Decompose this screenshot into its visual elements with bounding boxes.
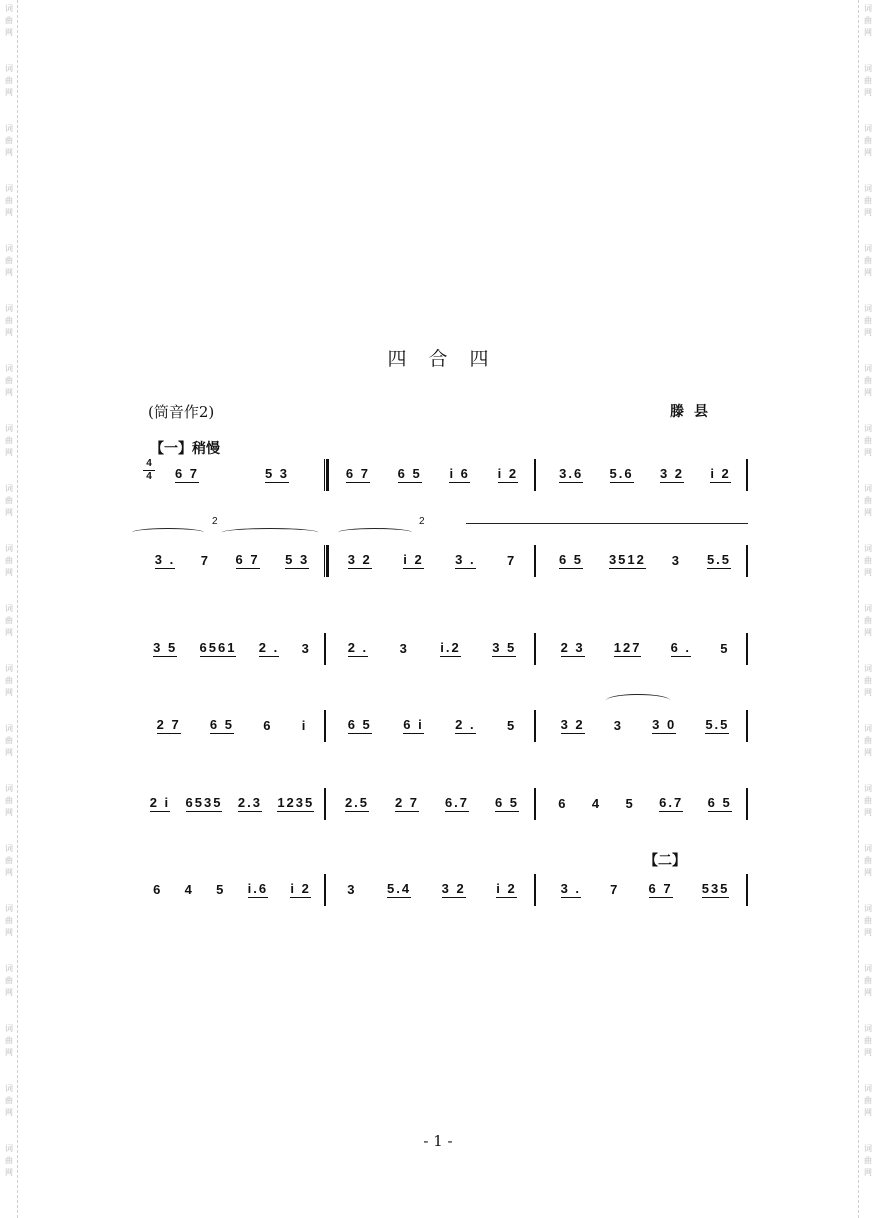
note-group: 6 (263, 717, 273, 733)
watermark-glyph: 曲 (864, 76, 872, 85)
watermark-glyph: 网 (864, 808, 872, 817)
watermark-glyph: 词 (5, 604, 13, 613)
watermark-glyph: 词 (5, 784, 13, 793)
watermark-glyph: 网 (5, 688, 13, 697)
watermark-glyph: 词 (864, 1084, 872, 1093)
barline (534, 710, 536, 742)
watermark-glyph: 曲 (5, 1156, 13, 1165)
watermark-glyph: 词 (5, 904, 13, 913)
watermark-glyph: 词 (864, 964, 872, 973)
watermark-glyph: 词 (864, 664, 872, 673)
watermark-glyph: 曲 (5, 196, 13, 205)
watermark-glyph: 词 (5, 184, 13, 193)
watermark-glyph: 网 (5, 448, 13, 457)
note-group: 6 5 (494, 795, 520, 810)
note-group: 2 . (258, 640, 280, 655)
note-group: 5.5 (706, 552, 732, 567)
note-group: 7 (610, 881, 620, 897)
watermark-glyph: 网 (864, 508, 872, 517)
watermark-glyph: 曲 (5, 736, 13, 745)
watermark-glyph: 曲 (864, 736, 872, 745)
note-group: 5 (216, 881, 226, 897)
watermark-glyph: 网 (864, 568, 872, 577)
watermark-glyph: 曲 (5, 556, 13, 565)
watermark-glyph: 网 (5, 1048, 13, 1057)
note-group: 6 5 (209, 717, 234, 732)
watermark-glyph: 曲 (5, 76, 13, 85)
watermark-glyph: 网 (864, 208, 872, 217)
measure (546, 629, 744, 669)
watermark-glyph: 网 (864, 748, 872, 757)
measure (332, 629, 532, 669)
note-group: 3 . (455, 552, 476, 567)
watermark-glyph: 曲 (864, 1156, 872, 1165)
section-label-2: 【二】 (644, 853, 686, 869)
watermark-glyph: 网 (5, 748, 13, 757)
note-group: 6 5 (707, 795, 732, 810)
watermark-glyph: 网 (864, 88, 872, 97)
barline (324, 788, 326, 820)
note-group: 6 5 (347, 717, 372, 732)
watermark-glyph: 词 (864, 1144, 872, 1153)
staff-line (132, 870, 752, 910)
note-group: 4 (184, 881, 194, 897)
watermark-glyph: 词 (5, 544, 13, 553)
watermark-glyph: 词 (864, 4, 872, 13)
note-group: 2 7 (156, 717, 181, 732)
note-group: 2 . (347, 640, 369, 655)
watermark-glyph: 曲 (864, 436, 872, 445)
barline (534, 874, 536, 906)
watermark-glyph: 词 (5, 4, 13, 13)
watermark-glyph: 曲 (5, 796, 13, 805)
note-group: 6.7 (444, 795, 470, 810)
time-signature-bottom: 4 (143, 470, 155, 483)
watermark-glyph: 词 (5, 1084, 13, 1093)
note-group: 3 2 (560, 717, 585, 732)
note-group: 5 3 (264, 466, 290, 481)
watermark-glyph: 网 (864, 448, 872, 457)
note-group: 5 (720, 640, 730, 656)
watermark-glyph: 曲 (864, 1096, 872, 1105)
watermark-glyph: 网 (5, 928, 13, 937)
watermark-glyph: 网 (864, 1108, 872, 1117)
watermark-glyph: 网 (5, 508, 13, 517)
barline (746, 874, 748, 906)
watermark-glyph: 网 (864, 28, 872, 37)
note-group: 3 2 (441, 881, 466, 896)
note-group: 7 (200, 552, 210, 568)
watermark-glyph: 曲 (864, 136, 872, 145)
watermark-glyph: 曲 (864, 676, 872, 685)
note-group: 7 (507, 552, 517, 568)
note-group: 6 (153, 881, 163, 897)
watermark-glyph: 词 (5, 484, 13, 493)
watermark-glyph: 网 (5, 28, 13, 37)
note-group: 5.5 (705, 717, 730, 732)
note-group: 3 5 (492, 640, 517, 655)
watermark-glyph: 曲 (5, 16, 13, 25)
measure (332, 870, 532, 910)
watermark-glyph: 词 (864, 904, 872, 913)
watermark-glyph: 词 (5, 424, 13, 433)
measure (332, 784, 532, 824)
note-group: 6535 (185, 795, 223, 810)
watermark-glyph: 网 (5, 808, 13, 817)
note-group: 3 (613, 717, 623, 733)
watermark-glyph: 词 (5, 724, 13, 733)
note-group: 3 . (154, 552, 176, 567)
watermark-glyph: 网 (864, 868, 872, 877)
barline (324, 633, 326, 665)
watermark-glyph: 曲 (864, 196, 872, 205)
watermark-glyph: 网 (864, 928, 872, 937)
note-group: 5.4 (387, 881, 412, 896)
watermark-glyph: 网 (864, 148, 872, 157)
watermark-glyph: 网 (5, 568, 13, 577)
watermark-glyph: 词 (5, 1144, 13, 1153)
note-group: 2.5 (344, 795, 370, 810)
watermark-glyph: 词 (5, 124, 13, 133)
note-group: 5.6 (609, 466, 634, 481)
barline (746, 710, 748, 742)
note-group: 6 7 (648, 881, 673, 896)
watermark-glyph: 词 (5, 964, 13, 973)
measure (546, 870, 744, 910)
watermark-glyph: 曲 (864, 376, 872, 385)
staff-line (132, 455, 752, 495)
watermark-glyph: 曲 (864, 256, 872, 265)
watermark-glyph: 曲 (5, 1036, 13, 1045)
staff-line (132, 541, 752, 581)
watermark-glyph: 网 (864, 628, 872, 637)
watermark-glyph: 词 (864, 544, 872, 553)
watermark-glyph: 网 (5, 148, 13, 157)
barline (746, 545, 748, 577)
staff-line (132, 784, 752, 824)
barline (534, 788, 536, 820)
note-group: 6 (558, 795, 568, 811)
watermark-glyph: 曲 (864, 616, 872, 625)
watermark-glyph: 网 (864, 388, 872, 397)
barline (324, 710, 326, 742)
volta-bracket (338, 528, 412, 537)
note-group: i 2 (496, 881, 517, 896)
volta-bracket (132, 528, 204, 537)
note-group: i 2 (710, 466, 731, 481)
note-group: i 2 (497, 466, 519, 481)
watermark-glyph: 词 (5, 364, 13, 373)
note-group: 2 i (149, 795, 171, 810)
left-margin-watermark (0, 0, 18, 1218)
watermark-glyph: 网 (5, 208, 13, 217)
watermark-glyph: 词 (5, 1024, 13, 1033)
note-group: i.6 (247, 881, 269, 896)
note-group: 3512 (608, 552, 646, 567)
watermark-glyph: 曲 (864, 1036, 872, 1045)
volta-label: 2 (212, 516, 218, 527)
barline (746, 459, 748, 491)
barline (746, 633, 748, 665)
watermark-glyph: 词 (864, 64, 872, 73)
page-number: - 1 - (423, 1132, 453, 1150)
watermark-glyph: 网 (5, 88, 13, 97)
repeat-barline (324, 459, 329, 491)
watermark-glyph: 曲 (864, 496, 872, 505)
note-group: i 6 (449, 466, 470, 481)
note-group: 3 2 (659, 466, 685, 481)
watermark-glyph: 曲 (5, 136, 13, 145)
tuning-note: (筒音作2) (148, 403, 215, 421)
watermark-glyph: 曲 (864, 856, 872, 865)
note-group: 6 7 (235, 552, 260, 567)
note-group: 3 0 (652, 717, 677, 732)
note-group: 6 5 (558, 552, 584, 567)
note-group: 3 (347, 881, 357, 897)
repeat-barline (324, 545, 329, 577)
watermark-glyph: 词 (864, 184, 872, 193)
staff-line (132, 629, 752, 669)
watermark-glyph: 词 (5, 844, 13, 853)
measure (546, 706, 744, 746)
watermark-glyph: 曲 (5, 376, 13, 385)
note-group: i.2 (440, 640, 461, 655)
watermark-glyph: 曲 (5, 976, 13, 985)
watermark-glyph: 曲 (864, 556, 872, 565)
measure (142, 870, 322, 910)
watermark-glyph: 词 (864, 364, 872, 373)
note-group: 4 (591, 795, 602, 811)
note-group: 127 (613, 640, 642, 655)
watermark-glyph: 网 (864, 1168, 872, 1177)
note-group: 3 (399, 640, 409, 656)
watermark-glyph: 曲 (864, 796, 872, 805)
watermark-glyph: 网 (5, 1168, 13, 1177)
region-label: 滕县 (670, 404, 718, 420)
barline (746, 788, 748, 820)
watermark-glyph: 词 (864, 604, 872, 613)
watermark-glyph: 曲 (5, 496, 13, 505)
volta-label: 2 (419, 516, 425, 527)
note-group: 3 5 (153, 640, 178, 655)
watermark-glyph: 网 (5, 1108, 13, 1117)
watermark-glyph: 网 (5, 328, 13, 337)
watermark-glyph: 网 (5, 388, 13, 397)
note-group: 6561 (199, 640, 237, 655)
phrase-line (466, 523, 748, 524)
measure (332, 541, 532, 581)
watermark-glyph: 曲 (5, 916, 13, 925)
measure (332, 706, 532, 746)
watermark-glyph: 曲 (5, 1096, 13, 1105)
note-group: 1235 (277, 795, 315, 810)
piece-title: 四合四 (387, 348, 511, 370)
measure (142, 629, 322, 669)
barline (534, 545, 536, 577)
watermark-glyph: 网 (5, 268, 13, 277)
section-label-1: 【一】稍慢 (150, 441, 220, 457)
watermark-glyph: 词 (5, 664, 13, 673)
watermark-glyph: 词 (864, 124, 872, 133)
note-group: 6 7 (345, 466, 370, 481)
watermark-glyph: 曲 (5, 436, 13, 445)
note-group: 3.6 (559, 466, 584, 481)
watermark-glyph: 网 (864, 268, 872, 277)
note-group: 5 (625, 795, 635, 811)
watermark-glyph: 曲 (5, 676, 13, 685)
note-group: 535 (701, 881, 730, 896)
measure (142, 455, 322, 495)
note-group: 6 7 (174, 466, 200, 481)
watermark-glyph: 网 (5, 988, 13, 997)
watermark-glyph: 曲 (5, 316, 13, 325)
note-group: 6 . (670, 640, 692, 655)
note-group: 3 (301, 640, 311, 656)
watermark-glyph: 词 (864, 424, 872, 433)
note-group: 2 7 (394, 795, 420, 810)
measure (546, 541, 744, 581)
note-group: 2.3 (237, 795, 262, 810)
measure (142, 784, 322, 824)
measure (142, 541, 322, 581)
watermark-glyph: 网 (864, 328, 872, 337)
note-group: 2 3 (560, 640, 585, 655)
watermark-glyph: 网 (864, 688, 872, 697)
watermark-glyph: 曲 (5, 256, 13, 265)
note-group: 3 (671, 552, 682, 568)
watermark-glyph: 词 (864, 304, 872, 313)
note-group: i 2 (403, 552, 424, 567)
staff-line (132, 706, 752, 746)
note-group: 2 . (455, 717, 476, 732)
watermark-glyph: 词 (864, 1024, 872, 1033)
measure (332, 455, 532, 495)
note-group: 3 2 (347, 552, 372, 567)
watermark-glyph: 曲 (5, 856, 13, 865)
note-group: 6.7 (659, 795, 684, 810)
watermark-glyph: 曲 (864, 16, 872, 25)
note-group: 3 . (560, 881, 582, 896)
note-group: 5 3 (285, 552, 310, 567)
watermark-glyph: 词 (864, 784, 872, 793)
note-group: i 2 (290, 881, 311, 896)
time-signature-top: 4 (146, 458, 152, 469)
watermark-glyph: 词 (864, 244, 872, 253)
watermark-glyph: 词 (864, 724, 872, 733)
watermark-glyph: 词 (5, 244, 13, 253)
measure (546, 784, 744, 824)
watermark-glyph: 网 (864, 988, 872, 997)
measure (142, 706, 322, 746)
watermark-glyph: 曲 (864, 976, 872, 985)
watermark-glyph: 词 (5, 304, 13, 313)
measure (546, 455, 744, 495)
note-group: 6 i (403, 717, 424, 732)
watermark-glyph: 曲 (5, 616, 13, 625)
note-group: 5 (507, 717, 517, 733)
watermark-glyph: 网 (5, 628, 13, 637)
barline (534, 633, 536, 665)
volta-bracket (222, 528, 318, 537)
barline (534, 459, 536, 491)
watermark-glyph: 曲 (864, 916, 872, 925)
watermark-glyph: 网 (864, 1048, 872, 1057)
watermark-glyph: 词 (864, 484, 872, 493)
barline (324, 874, 326, 906)
watermark-glyph: 词 (5, 64, 13, 73)
watermark-glyph: 曲 (864, 316, 872, 325)
watermark-glyph: 词 (864, 844, 872, 853)
right-margin-watermark (858, 0, 876, 1218)
note-group: 6 5 (397, 466, 422, 481)
watermark-glyph: 网 (5, 868, 13, 877)
note-group: i (301, 717, 308, 733)
